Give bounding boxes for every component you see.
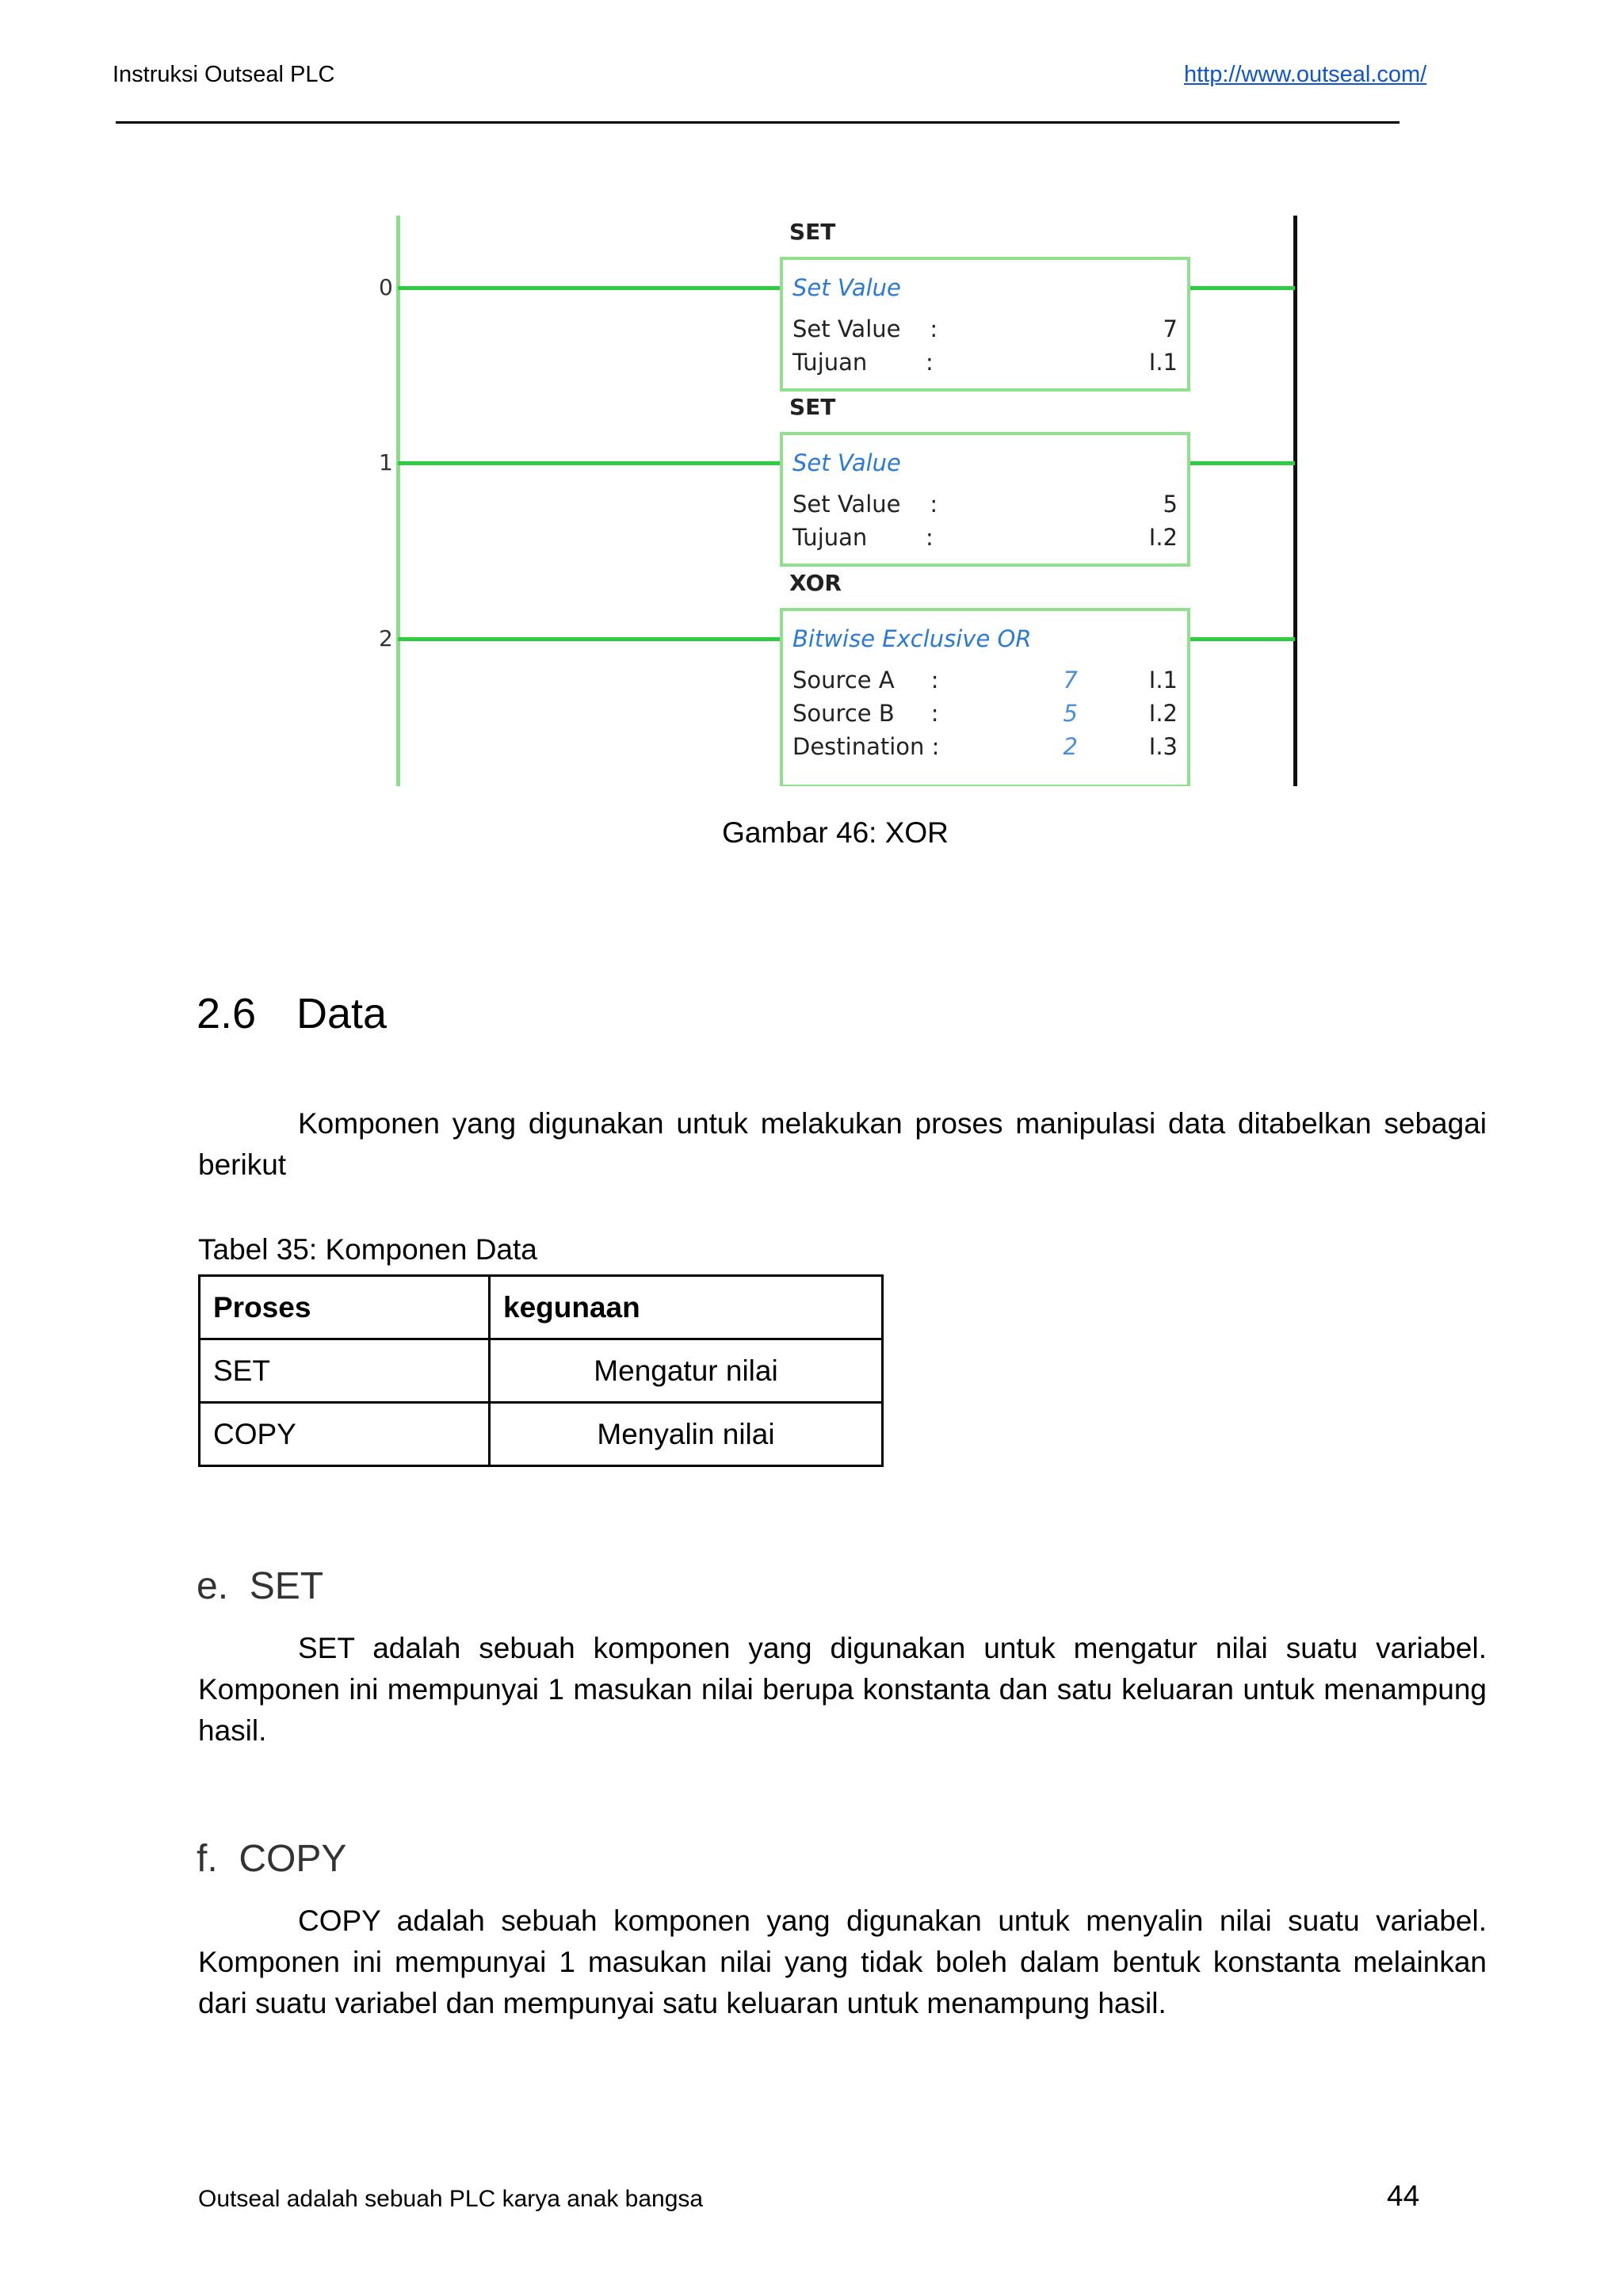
block-param-value: I.2	[1148, 700, 1178, 727]
header-title: Instruksi Outseal PLC	[113, 62, 335, 87]
block-live-value: 7	[1063, 667, 1078, 693]
block-live-value: 5	[1063, 700, 1078, 727]
block-subtitle: Set Value	[792, 449, 901, 476]
block-param-label: Set Value :	[792, 315, 938, 342]
subsection-text: COPY adalah sebuah komponen yang digunakan untuk menyalin nilai suatu variabel. Komponen ini mempunyai 1 masukan nilai yang tidak boleh dalam bentuk konstanta melainkan dari suatu variabel dan mempunyai satu keluaran untuk menampung hasil.	[198, 1904, 1487, 2019]
block-param-label: Tujuan :	[792, 349, 934, 376]
block-param-label: Source B :	[792, 700, 939, 727]
subsection-heading: e. SET	[197, 1565, 324, 1607]
intro-paragraph	[198, 1103, 1487, 1186]
block-title: XOR	[789, 570, 842, 596]
block-param-label: Source A :	[792, 667, 939, 693]
rung-1-wire-right	[1189, 461, 1295, 465]
table-header-cell: kegunaan	[490, 1276, 883, 1339]
section-number: 2.6	[197, 990, 257, 1037]
table-cell: Mengatur nilai	[490, 1339, 883, 1403]
page-number: 44	[1387, 2179, 1420, 2212]
table-header-cell: Proses	[200, 1276, 490, 1339]
header-divider	[116, 121, 1400, 124]
section-title: Data	[296, 990, 388, 1037]
subsection-heading: f. COPY	[197, 1838, 347, 1880]
rung-0-wire-right	[1189, 286, 1295, 290]
block-param-label: Set Value :	[792, 491, 938, 518]
rung-number: 0	[379, 274, 393, 300]
block-param-value: 5	[1163, 491, 1178, 518]
subsection-paragraph	[198, 1901, 1487, 2024]
rung-2-wire-right	[1189, 637, 1295, 641]
subsection-paragraph	[198, 1628, 1487, 1752]
block-live-value: 2	[1063, 733, 1078, 760]
table-cell: SET	[200, 1339, 490, 1403]
block-param-value: I.1	[1148, 667, 1178, 693]
block-title: SET	[789, 394, 836, 420]
rung-number: 1	[379, 449, 393, 476]
block-title: SET	[789, 219, 836, 245]
header-link[interactable]: http://www.outseal.com/	[1184, 62, 1427, 87]
rung-1-wire-left	[398, 461, 818, 465]
footer-tagline: Outseal adalah sebuah PLC karya anak bangsa	[198, 2186, 704, 2212]
rung-2-wire-left	[398, 637, 818, 641]
data-components-table	[198, 1274, 884, 1467]
table-row	[200, 1403, 883, 1466]
block-subtitle: Bitwise Exclusive OR	[792, 625, 1032, 652]
figure-caption: Gambar 46: XOR	[722, 816, 949, 849]
table-cell: Menyalin nilai	[490, 1403, 883, 1466]
intro-paragraph-text: Komponen yang digunakan untuk melakukan proses manipulasi data ditabelkan sebagai berikut	[198, 1107, 1487, 1181]
table-row	[200, 1339, 883, 1403]
block-param-label: Tujuan :	[792, 524, 934, 551]
block-param-value: I.1	[1148, 349, 1178, 376]
ladder-diagram	[349, 208, 1300, 786]
block-param-value: I.2	[1148, 524, 1178, 551]
subsection-text: SET adalah sebuah komponen yang digunakan untuk mengatur nilai suatu variabel. Komponen ini mempunyai 1 masukan nilai berupa konstanta dan satu keluaran untuk menampung hasil.	[198, 1632, 1487, 1747]
table-caption: Tabel 35: Komponen Data	[198, 1233, 537, 1266]
block-subtitle: Set Value	[792, 274, 901, 301]
rung-0-wire-left	[398, 286, 818, 290]
table-header-row	[200, 1276, 883, 1339]
table-cell: COPY	[200, 1403, 490, 1466]
left-power-rail	[396, 216, 400, 786]
block-param-value: I.3	[1148, 733, 1178, 760]
rung-number: 2	[379, 625, 393, 651]
block-param-value: 7	[1163, 315, 1178, 342]
right-power-rail	[1293, 216, 1297, 786]
block-param-label: Destination :	[792, 733, 940, 760]
